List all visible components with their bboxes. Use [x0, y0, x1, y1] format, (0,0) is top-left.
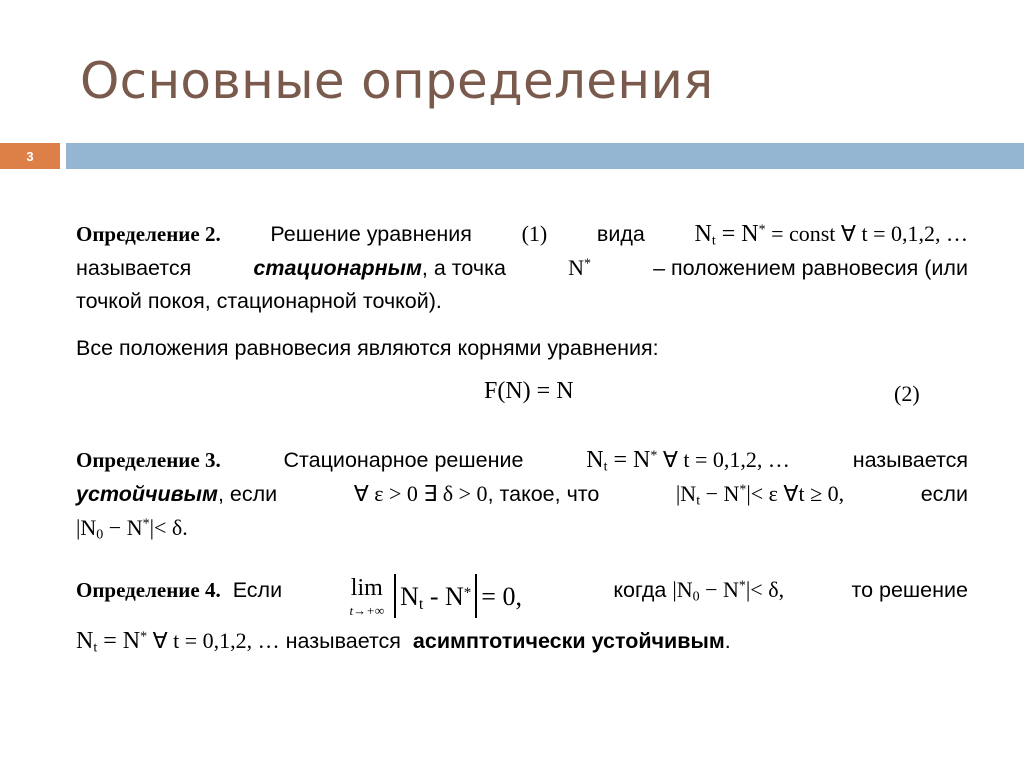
equation-2-number: (2)	[894, 381, 920, 406]
formula-epsilon-delta: ∀ ε > 0 ∃ δ > 0	[353, 481, 488, 506]
formula-stationary-solution-4: $N_t = N^*$ ∀ t = 0,1,2, …	[76, 628, 280, 656]
definition-3-line-1: Определение 3. Стационарное решение $N_t = N^*$ ∀ t = 0,1,2, … называется	[76, 443, 968, 477]
definition-4-line-1: Определение 4. Если lim t→+∞ $N_t - N^*$ = 0, когда $|N_0 - N^*|< \delta$, то решение	[76, 574, 968, 618]
formula-equilibrium-point: N*	[568, 255, 591, 280]
definition-4	[76, 568, 968, 658]
definition-2-line-3: точкой покоя, стационарной точкой).	[76, 289, 442, 313]
definition-2	[76, 217, 968, 318]
roots-sentence: Все положения равновесия являются корнями уравнения:	[76, 336, 659, 360]
definition-2-heading: Определение 2.	[76, 222, 221, 246]
formula-stationary-solution: $N_t = N^*$ = const ∀ t = 0,1,2, …	[694, 221, 968, 249]
definition-2-line-2: называется стационарным, а точка N* – положением равновесия (или	[76, 251, 968, 285]
definition-3-line-3	[76, 511, 968, 545]
formula-initial-bound-4: $|N_0 - N^*|< \delta$,	[672, 577, 785, 605]
formula-stationary-solution-3: $N_t = N^*$ ∀ t = 0,1,2, …	[586, 447, 790, 475]
definition-4-heading: Определение 4.	[76, 577, 221, 602]
definition-2-line-1: Определение 2. Решение уравнения (1) вида $N_t = N^*$ = const ∀ t = 0,1,2, …	[76, 217, 968, 251]
definition-3	[76, 443, 968, 545]
slide-title: Основные определения	[80, 52, 714, 110]
term-stable: устойчивым	[76, 482, 218, 506]
formula-deviation-bound: $|N_t - N^*|< \varepsilon$ ∀t ≥ 0,	[675, 481, 845, 509]
definition-4-line-2: $N_t = N^*$ ∀ t = 0,1,2, … называется асимптотически устойчивым.	[76, 628, 731, 656]
definition-3-line-2: устойчивым, если ∀ ε > 0 ∃ δ > 0, такое, что $|N_t - N^*|< \varepsilon$ ∀t ≥ 0, если	[76, 477, 968, 511]
definition-3-heading: Определение 3.	[76, 448, 221, 472]
term-stationary: стационарным	[253, 256, 422, 280]
header-bar	[66, 143, 1024, 169]
formula-initial-bound: $|N_0 - N^*|< \delta$.	[76, 515, 188, 543]
equation-2: F(N) = N	[484, 378, 574, 404]
slide-number: 3	[0, 143, 60, 169]
formula-limit: lim t→+∞ $N_t - N^*$ = 0,	[349, 574, 522, 618]
term-asymptotically-stable: асимптотически устойчивым	[412, 629, 725, 653]
